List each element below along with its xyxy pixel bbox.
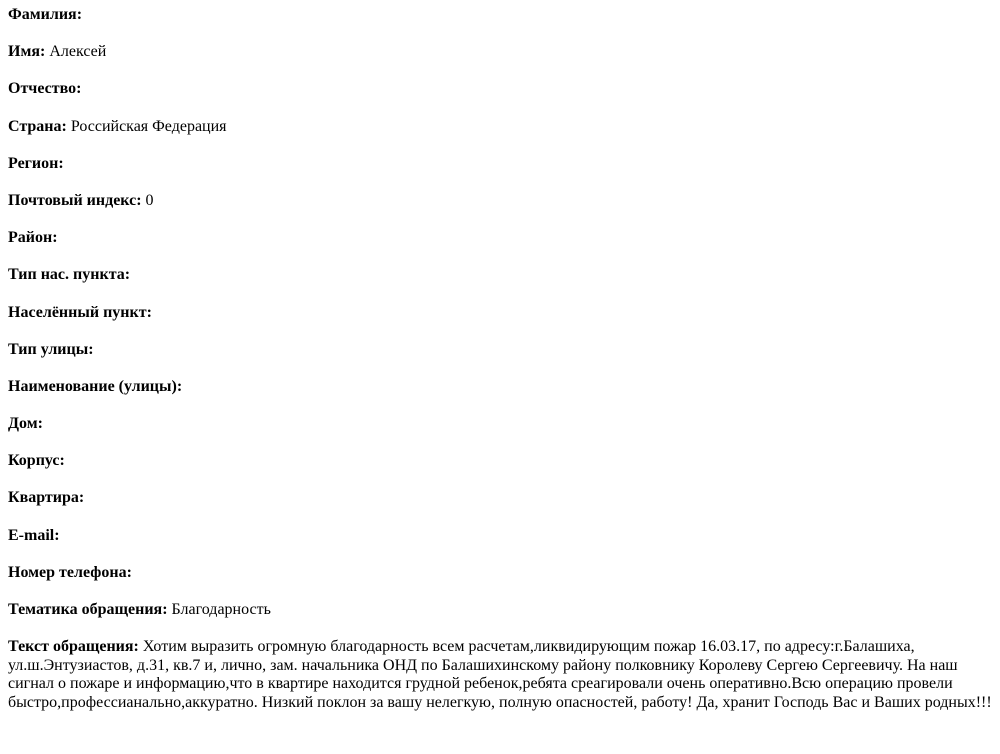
field-label: Район: <box>8 229 58 247</box>
field-apartment <box>8 489 992 507</box>
field-label: Регион: <box>8 154 64 172</box>
field-label: Наименование (улицы): <box>8 377 183 395</box>
field-value: Российская Федерация <box>70 117 227 135</box>
field-label: Квартира: <box>8 489 85 507</box>
field-country <box>8 118 992 136</box>
field-house <box>8 415 992 433</box>
field-label: Населённый пункт: <box>8 303 152 321</box>
field-label: Имя: <box>8 43 46 61</box>
field-region <box>8 155 992 173</box>
field-label: Почтовый индекс: <box>8 191 142 209</box>
field-label: Тематика обращения: <box>8 601 168 618</box>
field-settlement <box>8 304 992 322</box>
appeal-text-body: Хотим выразить огромную благодарность всем расчетам,ликвидирующим пожар 16.03.17, по адресу:г.Балашиха, ул.ш.Энтузиастов, д.31, кв.7 и, лично, зам. начальника ОНД по Балашихинскому району полковнику Королеву Сергею Сергеевичу. На наш сигнал о пожаре и информацию,что в квартире находится грудной ребенок,ребята среагировали очень оперативно.Всю операцию провели быстро,профессианально,аккуратно. Низкий поклон за вашу нелегкую, полную опасностей, работу! Да, хранит Господь Вас и Ваших родных!!! <box>8 638 992 711</box>
field-street-type <box>8 341 992 359</box>
field-surname <box>8 6 992 24</box>
field-label: Отчество: <box>8 80 82 98</box>
field-first-name <box>8 43 992 61</box>
field-label: Страна: <box>8 117 67 135</box>
field-value: Алексей <box>49 43 107 61</box>
field-street-name <box>8 378 992 396</box>
appeal-text-label: Текст обращения: <box>8 638 139 656</box>
field-value: Благодарность <box>171 601 271 618</box>
field-topic <box>8 601 992 619</box>
field-label: Тип нас. пункта: <box>8 266 131 284</box>
field-label: Фамилия: <box>8 6 83 23</box>
field-email <box>8 527 992 545</box>
field-value: 0 <box>145 191 154 209</box>
field-label: Корпус: <box>8 452 65 470</box>
field-phone <box>8 564 992 582</box>
field-settlement-type <box>8 266 992 284</box>
field-label: Номер телефона: <box>8 563 132 581</box>
field-label: Тип улицы: <box>8 340 94 358</box>
field-label: E-mail: <box>8 526 60 544</box>
field-label: Дом: <box>8 415 43 433</box>
field-postal-code <box>8 192 992 210</box>
field-patronymic <box>8 80 992 98</box>
field-district <box>8 229 992 247</box>
field-building <box>8 452 992 470</box>
appeal-text <box>8 638 992 712</box>
